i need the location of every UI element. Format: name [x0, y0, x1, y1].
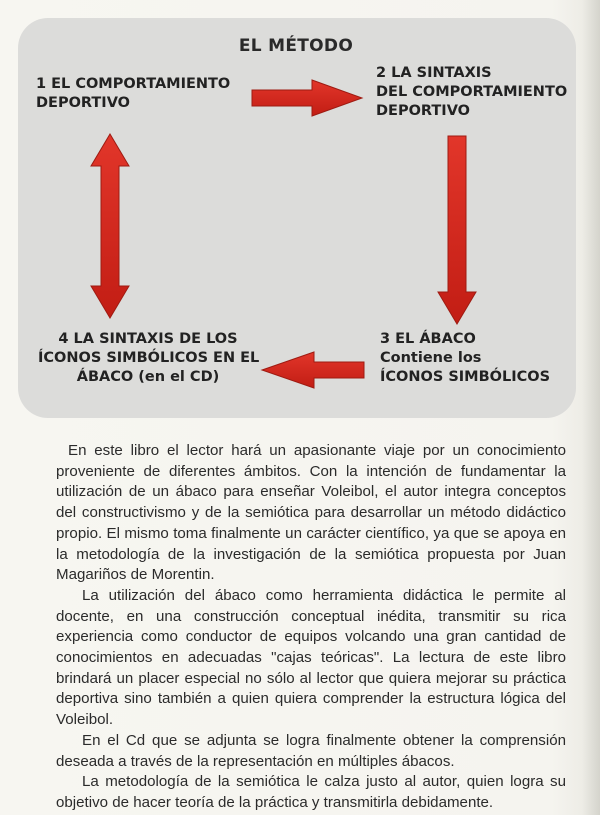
arrow-left-icon — [262, 352, 364, 388]
arrow-right-icon — [252, 80, 362, 116]
step-2-line: DEPORTIVO — [376, 103, 470, 119]
paragraph: En este libro el lector hará un apasionante viaje por un conocimiento proveniente de diferentes ámbitos. Con la intención de fundamentar la utilización de un ábaco para enseñar Voleibol, el autor integra conceptos del constructivismo y de la semiótica para desarrollar un método didáctico propio. El mismo toma finalmente un carácter científico, ya que se apoya en la metodología de la investigación de la semiótica propuesta por Juan Magariños de Morentin. — [56, 442, 566, 584]
paragraph: En el Cd que se adjunta se logra finalmente obtener la comprensión deseada a través de la representación en múltiples ábacos. — [56, 731, 566, 770]
step-3-line: Contiene los — [380, 350, 482, 366]
step-4-line: ÍCONOS SIMBÓLICOS EN EL — [38, 350, 260, 366]
step-1-line: DEPORTIVO — [36, 95, 130, 111]
arrow-down-icon — [438, 136, 476, 324]
step-1-line: 1 EL COMPORTAMIENTO — [36, 76, 231, 92]
step-4-line: ÁBACO (en el CD) — [76, 369, 220, 385]
step-2-line: 2 LA SINTAXIS — [376, 65, 492, 81]
paragraph: La metodología de la semiótica le calza justo al autor, quien logra su objetivo de hacer teoría de la práctica y transmitirla debidamente. — [56, 773, 566, 811]
step-3-line: ÍCONOS SIMBÓLICOS — [380, 369, 551, 385]
step-3-line: 3 EL ÁBACO — [380, 331, 476, 347]
paragraph: La utilización del ábaco como herramienta didáctica le permite al docente, en una construcción conceptual inédita, transmitir su rica experiencia como conductor de equipos volcando una gran cantidad de conocimientos en adecuadas "cajas teóricas". La lectura de este libro brindará un placer especial no sólo al lector que quiera mejorar su práctica deportiva sino también a quien quiera comprender la estructura lógica del Voleibol. — [56, 586, 566, 729]
body-text — [56, 441, 566, 814]
arrow-up-down-icon — [91, 134, 129, 318]
step-4-line: 4 LA SINTAXIS DE LOS — [58, 331, 238, 347]
step-2-line: DEL COMPORTAMIENTO — [376, 84, 568, 100]
page-edge-shadow — [582, 0, 600, 815]
diagram-title: EL MÉTODO — [238, 36, 354, 56]
